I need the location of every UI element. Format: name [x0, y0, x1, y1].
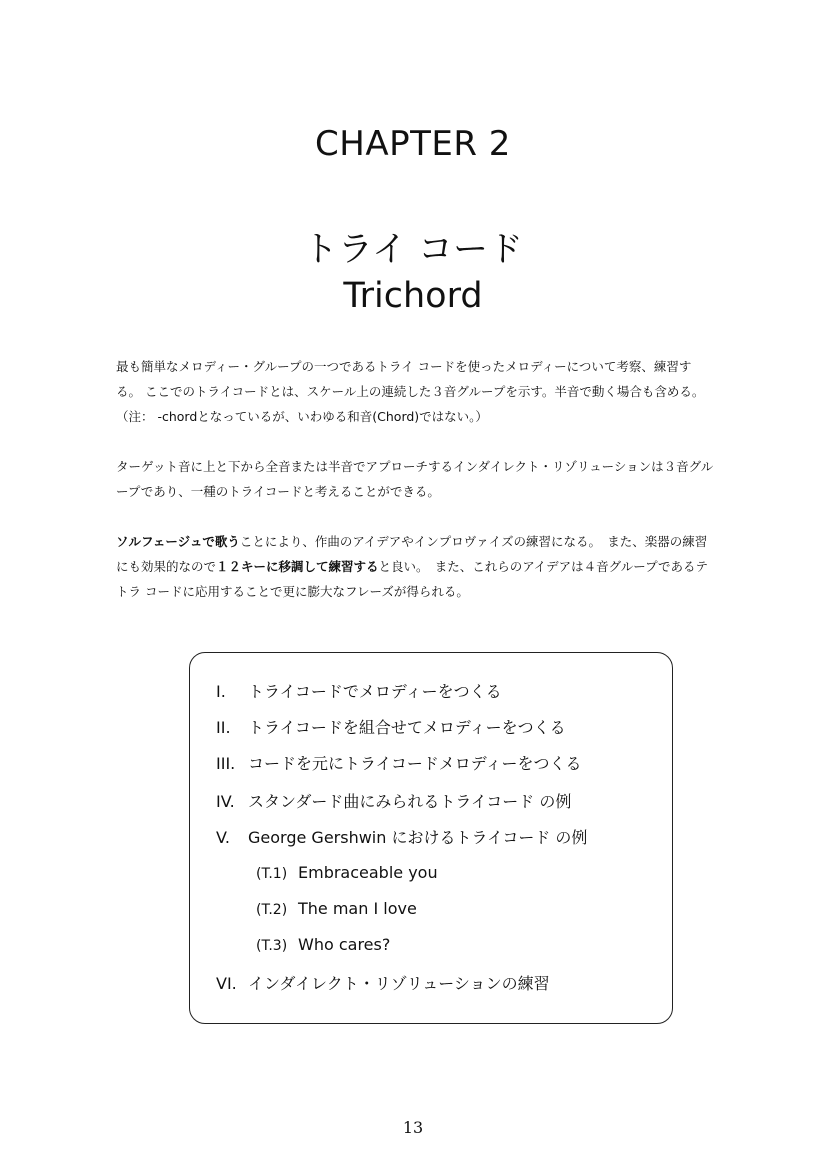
toc-label: コードを元にトライコードメロディーをつくる — [248, 754, 582, 773]
toc-number: II. — [216, 718, 231, 737]
table-of-contents — [189, 652, 673, 1024]
indirect-resolution-paragraph: ターゲット音に上と下から全音または半音でアプローチするインダイレクト・リゾリューションは３音グループであり、一種のトライコードと考えることができる。 — [116, 459, 714, 499]
page-number: 13 — [402, 1118, 424, 1137]
intro-paragraph: 最も簡単なメロディー・グループの一つであるトライ コードを使ったメロディーについて考察、練習する。 ここでのトライコードとは、スケール上の連続した３音グループを示す。半音で動く場合も含める。 （注： -chordとなっているが、いわゆる和音(Chord)ではない。） — [116, 359, 711, 424]
toc-number: III. — [216, 754, 236, 773]
toc-item-1 — [216, 679, 502, 702]
toc-number: I. — [216, 682, 226, 701]
solfege-emphasis: ソルフェージュで歌う — [116, 534, 240, 549]
toc-subitem-1 — [256, 863, 438, 882]
title-japanese: トライ コード — [302, 230, 524, 270]
toc-subitem-2 — [256, 899, 417, 918]
toc-subitem-3 — [256, 935, 390, 954]
toc-item-4 — [216, 789, 571, 812]
chapter-heading: CHAPTER 2 — [315, 124, 511, 164]
toc-item-3 — [216, 751, 581, 774]
transpose-emphasis: １２キーに移調して練習する — [216, 559, 379, 574]
practice-text-2: と良い。 また、これらのアイデアは４音グループであるテトラ コードに応用することで更に膨大なフレーズが得られる。 — [116, 559, 709, 599]
toc-sub-label: The man I love — [298, 899, 417, 918]
toc-item-5 — [216, 825, 587, 848]
toc-number: VI. — [216, 974, 237, 993]
practice-text-1: ことにより、作曲のアイデアやインプロヴァイズの練習になる。 また、楽器の練習にも効果的なので — [116, 534, 708, 574]
toc-sub-number: (T.3) — [256, 938, 288, 954]
toc-item-6 — [216, 971, 550, 994]
toc-label: インダイレクト・リゾリューションの練習 — [248, 974, 550, 993]
toc-item-2 — [216, 715, 566, 738]
title-english: Trichord — [343, 276, 483, 316]
toc-label: スタンダード曲にみられるトライコード の例 — [248, 792, 572, 811]
toc-label: George Gershwin におけるトライコード の例 — [248, 828, 588, 847]
toc-number: IV. — [216, 792, 235, 811]
toc-sub-number: (T.1) — [256, 866, 288, 882]
toc-sub-label: Who cares? — [298, 935, 391, 954]
toc-sub-label: Embraceable you — [298, 863, 438, 882]
toc-label: トライコードでメロディーをつくる — [248, 682, 502, 701]
toc-sub-number: (T.2) — [256, 902, 288, 918]
toc-number: V. — [216, 828, 230, 847]
toc-label: トライコードを組合せてメロディーをつくる — [248, 718, 566, 737]
practice-paragraph — [116, 529, 716, 604]
